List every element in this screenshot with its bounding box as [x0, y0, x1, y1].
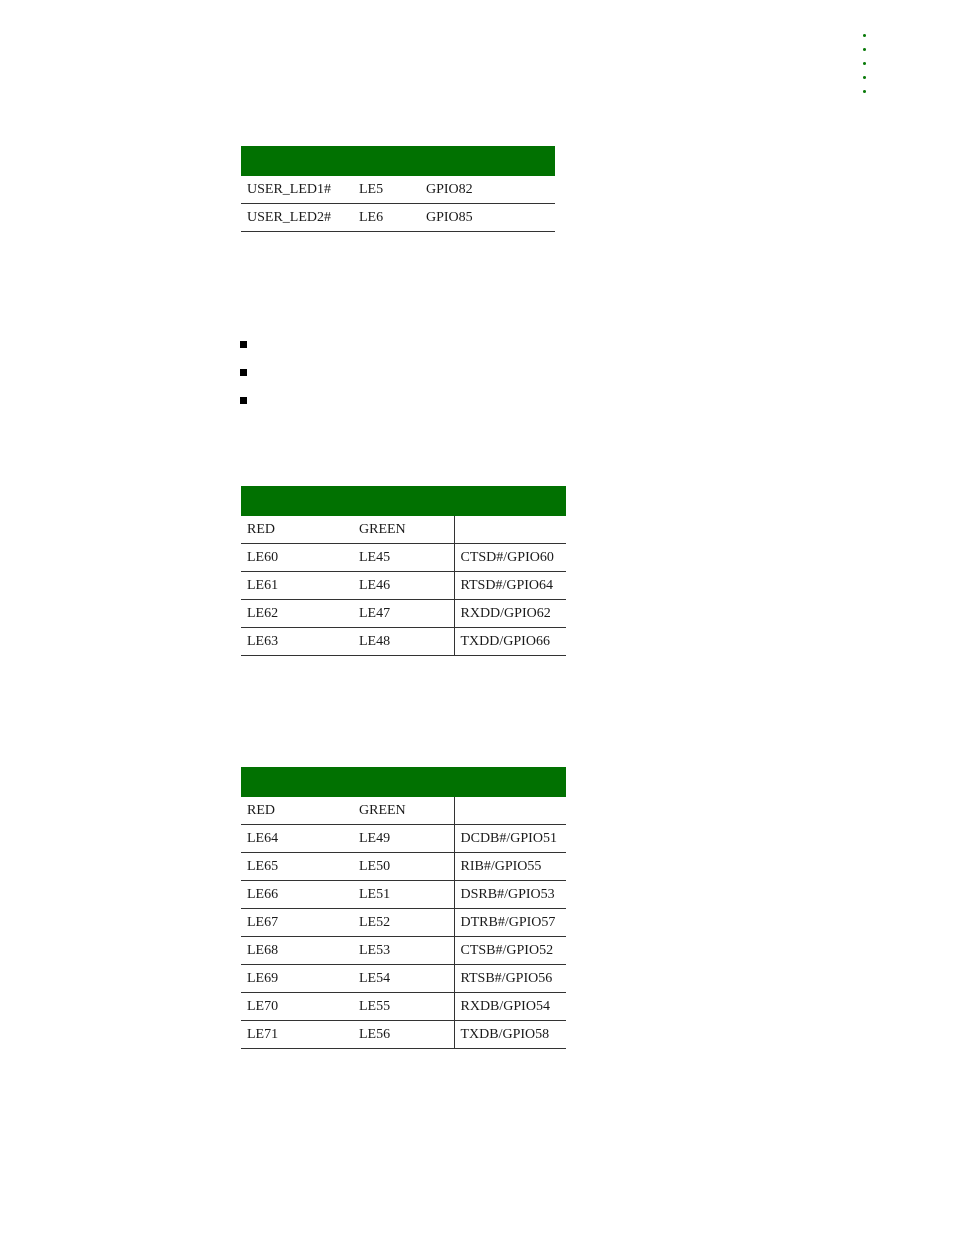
bullet-square-icon [240, 369, 247, 376]
table-row [241, 1021, 566, 1049]
dot-icon [863, 34, 866, 37]
table-cell: DTRB#/GPIO57 [454, 909, 566, 937]
table-cell: USER_LED2# [241, 204, 353, 232]
column-label-signal [454, 516, 566, 544]
dot-icon [863, 90, 866, 93]
table-cell: LE54 [353, 965, 454, 993]
table-cell: LE49 [353, 825, 454, 853]
table-cell: LE69 [241, 965, 353, 993]
dot-icon [863, 62, 866, 65]
table-row [241, 600, 566, 628]
bullet-list [240, 341, 247, 425]
table-cell: LE46 [353, 572, 454, 600]
table-cell: LE55 [353, 993, 454, 1021]
table-row [241, 628, 566, 656]
table-cell: LE65 [241, 853, 353, 881]
table-row [241, 204, 555, 232]
table-header-bar [241, 486, 566, 516]
table-cell: TXDD/GPIO66 [454, 628, 566, 656]
table-cell: LE56 [353, 1021, 454, 1049]
bullet-square-icon [240, 341, 247, 348]
bullet-square-icon [240, 397, 247, 404]
table-cell: RXDB/GPIO54 [454, 993, 566, 1021]
table-cell: TXDB/GPIO58 [454, 1021, 566, 1049]
table-cell: LE52 [353, 909, 454, 937]
table-row [241, 572, 566, 600]
table-cell: LE50 [353, 853, 454, 881]
table-cell: LE51 [353, 881, 454, 909]
table-subheader-row [241, 516, 566, 544]
table-cell: USER_LED1# [241, 176, 353, 204]
table-row [241, 993, 566, 1021]
table-cell: LE45 [353, 544, 454, 572]
column-label-red: RED [241, 797, 353, 825]
table-header-row [241, 486, 566, 516]
table-cell: LE63 [241, 628, 353, 656]
table-cell: RTSD#/GPIO64 [454, 572, 566, 600]
table-cell: LE68 [241, 937, 353, 965]
serial-b-led-table [241, 767, 566, 1049]
table-cell: LE53 [353, 937, 454, 965]
table-header-row [241, 146, 555, 176]
table-cell: LE67 [241, 909, 353, 937]
table-row [241, 825, 566, 853]
table-row [241, 853, 566, 881]
corner-dots-decoration [863, 34, 871, 104]
table-subheader-row [241, 797, 566, 825]
table-cell: CTSD#/GPIO60 [454, 544, 566, 572]
column-label-green: GREEN [353, 797, 454, 825]
table-row [241, 176, 555, 204]
serial-a-led-table [241, 486, 566, 656]
table-cell: GPIO85 [420, 204, 555, 232]
table-cell: CTSB#/GPIO52 [454, 937, 566, 965]
table-cell: DSRB#/GPIO53 [454, 881, 566, 909]
table-cell: LE60 [241, 544, 353, 572]
column-label-signal [454, 797, 566, 825]
table-header-row [241, 767, 566, 797]
table-row [241, 544, 566, 572]
table-cell: RXDD/GPIO62 [454, 600, 566, 628]
table-row [241, 881, 566, 909]
table-cell: LE48 [353, 628, 454, 656]
table-cell: LE64 [241, 825, 353, 853]
table-cell: GPIO82 [420, 176, 555, 204]
table-header-bar [241, 146, 555, 176]
dot-icon [863, 48, 866, 51]
table-cell: LE5 [353, 176, 420, 204]
table-cell: LE66 [241, 881, 353, 909]
table-cell: RTSB#/GPIO56 [454, 965, 566, 993]
table-row [241, 937, 566, 965]
table-cell: DCDB#/GPIO51 [454, 825, 566, 853]
table-cell: LE62 [241, 600, 353, 628]
dot-icon [863, 76, 866, 79]
table-cell: LE70 [241, 993, 353, 1021]
table-cell: LE6 [353, 204, 420, 232]
table-row [241, 965, 566, 993]
table-header-bar [241, 767, 566, 797]
table-cell: LE71 [241, 1021, 353, 1049]
column-label-green: GREEN [353, 516, 454, 544]
table-cell: LE61 [241, 572, 353, 600]
table-cell: RIB#/GPIO55 [454, 853, 566, 881]
column-label-red: RED [241, 516, 353, 544]
table-cell: LE47 [353, 600, 454, 628]
table-row [241, 909, 566, 937]
user-led-table [241, 146, 555, 232]
